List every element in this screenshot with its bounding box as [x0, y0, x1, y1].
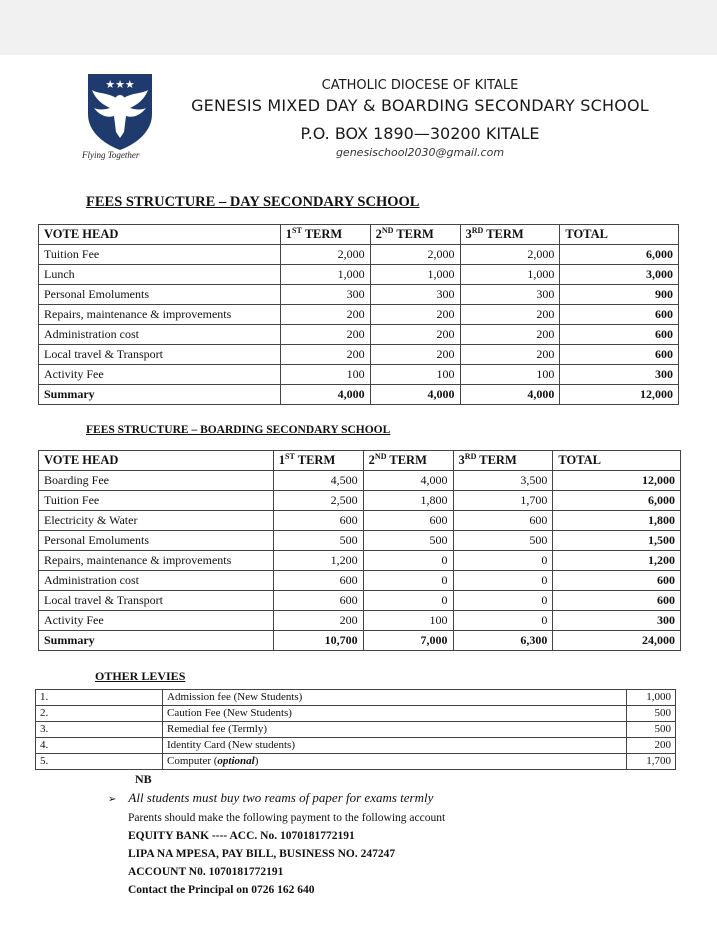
payment-note: Parents should make the following payment to the following account [128, 812, 446, 824]
arrow-bullet-icon: ➢ [108, 794, 117, 805]
col-term-1: 1ST TERM [280, 225, 370, 245]
table-row: Personal Emoluments 300 300 300 900 [39, 285, 679, 305]
table-row: Lunch 1,000 1,000 1,000 3,000 [39, 265, 679, 285]
table-row: Electricity & Water 600 600 600 1,800 [39, 511, 681, 531]
table-row: Repairs, maintenance & improvements 200 200 200 600 [39, 305, 679, 325]
col-vote-head: VOTE HEAD [39, 225, 281, 245]
table-row: Local travel & Transport 600 0 0 600 [39, 591, 681, 611]
day-fees-table [38, 224, 679, 405]
table-row: Tuition Fee 2,000 2,000 2,000 6,000 [39, 245, 679, 265]
summary-row: Summary 10,700 7,000 6,300 24,000 [39, 631, 681, 651]
summary-row: Summary 4,000 4,000 4,000 12,000 [39, 385, 679, 405]
table-row: Activity Fee 100 100 100 300 [39, 365, 679, 385]
bank-account: EQUITY BANK ---- ACC. No. 1070181772191 [128, 830, 355, 842]
other-levies-title: OTHER LEVIES [95, 669, 186, 683]
table-row: Boarding Fee 4,500 4,000 3,500 12,000 [39, 471, 681, 491]
table-row: 3. Remedial fee (Termly) 500 [36, 722, 676, 738]
table-row: 5. Computer (optional) 1,700 [36, 754, 676, 770]
diocese-name: CATHOLIC DIOCESE OF KITALE [321, 78, 519, 93]
table-row: Personal Emoluments 500 500 500 1,500 [39, 531, 681, 551]
paper-note: ➢ All students must buy two reams of paper for exams termly [108, 790, 434, 805]
table-row: Administration cost 600 0 0 600 [39, 571, 681, 591]
table-row: 2. Caution Fee (New Students) 500 [36, 706, 676, 722]
table-row: Repairs, maintenance & improvements 1,200 0 0 1,200 [39, 551, 681, 571]
col-total: TOTAL [560, 225, 679, 245]
svg-text:★★★: ★★★ [105, 78, 135, 91]
boarding-fees-table [38, 450, 681, 651]
table-row: Activity Fee 200 100 0 300 [39, 611, 681, 631]
school-motto: Flying Together [82, 150, 140, 160]
table-header-row [39, 451, 681, 471]
col-vote-head: VOTE HEAD [39, 451, 274, 471]
col-term-2: 2ND TERM [370, 225, 460, 245]
col-term-1: 1ST TERM [273, 451, 363, 471]
principal-contact: Contact the Principal on 0726 162 640 [128, 884, 315, 896]
col-term-3: 3RD TERM [453, 451, 553, 471]
school-email: genesischool2030@gmail.com [335, 146, 505, 159]
table-row: 4. Identity Card (New students) 200 [36, 738, 676, 754]
other-levies-table [35, 689, 676, 770]
table-row: Tuition Fee 2,500 1,800 1,700 6,000 [39, 491, 681, 511]
account-number: ACCOUNT N0. 1070181772191 [128, 866, 284, 878]
table-row: Administration cost 200 200 200 600 [39, 325, 679, 345]
mpesa-paybill: LIPA NA MPESA, PAY BILL, BUSINESS NO. 247247 [128, 848, 396, 860]
table-row: Local travel & Transport 200 200 200 600 [39, 345, 679, 365]
table-header-row [39, 225, 679, 245]
day-fees-title: FEES STRUCTURE – DAY SECONDARY SCHOOL [86, 194, 420, 210]
table-row: 1. Admission fee (New Students) 1,000 [36, 690, 676, 706]
top-band [0, 0, 717, 55]
boarding-fees-title: FEES STRUCTURE – BOARDING SECONDARY SCHOOL [86, 424, 391, 436]
school-name: GENESIS MIXED DAY & BOARDING SECONDARY SCHOOL [191, 96, 649, 115]
col-total: TOTAL [553, 451, 681, 471]
school-address: P.O. BOX 1890—30200 KITALE [300, 124, 540, 143]
nb-label: NB [135, 772, 152, 786]
school-logo-icon [80, 70, 160, 152]
col-term-3: 3RD TERM [460, 225, 560, 245]
col-term-2: 2ND TERM [363, 451, 453, 471]
